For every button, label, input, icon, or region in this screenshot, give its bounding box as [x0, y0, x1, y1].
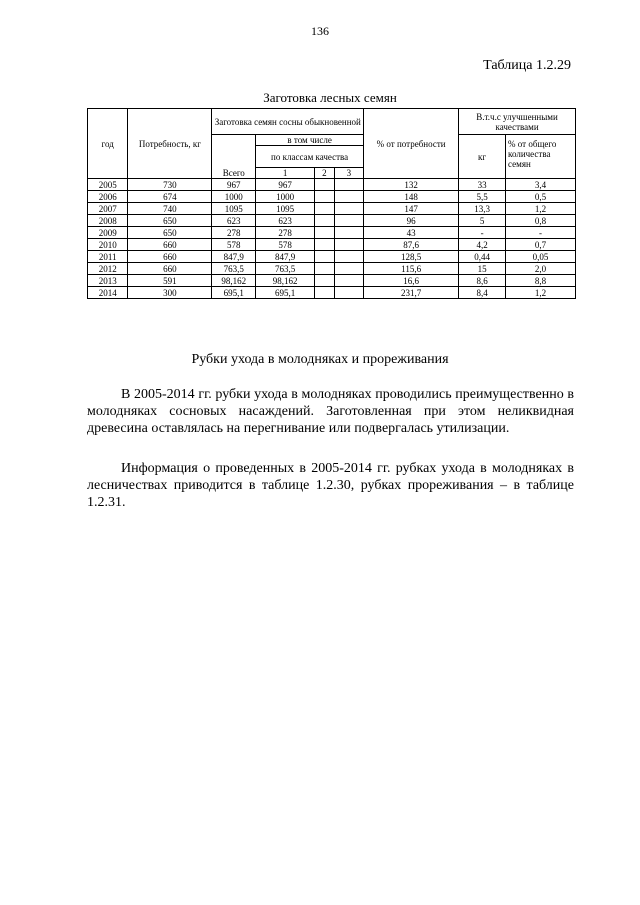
- header-kg: кг: [459, 135, 506, 179]
- cell-year: 2014: [88, 287, 128, 299]
- cell-year: 2010: [88, 239, 128, 251]
- cell-total: 1095: [212, 203, 256, 215]
- cell-class-3: [334, 263, 363, 275]
- cell-pct-need: 96: [364, 215, 459, 227]
- cell-kg: 8,4: [459, 287, 506, 299]
- table-title: Заготовка лесных семян: [263, 90, 397, 105]
- table-label: Таблица 1.2.29: [483, 58, 571, 73]
- header-improved: В.т.ч.с улучшенными качествами: [459, 109, 576, 135]
- cell-class-2: [315, 287, 335, 299]
- cell-class-1: 98,162: [256, 275, 315, 287]
- cell-pct-total: 1,2: [506, 287, 576, 299]
- cell-class-2: [315, 263, 335, 275]
- cell-class-2: [315, 275, 335, 287]
- cell-pct-need: 87,6: [364, 239, 459, 251]
- cell-kg: -: [459, 227, 506, 239]
- table-row: [88, 287, 576, 299]
- cell-total: 578: [212, 239, 256, 251]
- cell-total: 1000: [212, 191, 256, 203]
- cell-total: 967: [212, 179, 256, 191]
- cell-class-1: 967: [256, 179, 315, 191]
- cell-total: 695,1: [212, 287, 256, 299]
- cell-pct-total: 3,4: [506, 179, 576, 191]
- cell-total: 763,5: [212, 263, 256, 275]
- cell-pct-total: -: [506, 227, 576, 239]
- cell-need: 591: [128, 275, 212, 287]
- cell-class-2: [315, 191, 335, 203]
- cell-need: 660: [128, 263, 212, 275]
- header-total: Всего: [212, 135, 256, 179]
- cell-need: 300: [128, 287, 212, 299]
- header-need: Потребность, кг: [128, 109, 212, 179]
- cell-class-2: [315, 203, 335, 215]
- cell-pct-need: 115,6: [364, 263, 459, 275]
- cell-class-3: [334, 251, 363, 263]
- cell-pct-need: 43: [364, 227, 459, 239]
- cell-class-3: [334, 227, 363, 239]
- cell-kg: 4,2: [459, 239, 506, 251]
- cell-kg: 33: [459, 179, 506, 191]
- table-row: [88, 203, 576, 215]
- cell-year: 2011: [88, 251, 128, 263]
- paragraph: В 2005-2014 гг. рубки ухода в молодняках проводились преимущественно в молодняках сосновых насаждений. Заготовленная при этом неликвидная древесина оставлялась на перегнивание или подвергалась утилизации.: [87, 387, 574, 436]
- cell-class-3: [334, 203, 363, 215]
- header-year: год: [88, 109, 128, 179]
- cell-class-2: [315, 179, 335, 191]
- cell-class-3: [334, 179, 363, 191]
- cell-pct-need: 231,7: [364, 287, 459, 299]
- cell-kg: 0,44: [459, 251, 506, 263]
- cell-class-2: [315, 227, 335, 239]
- cell-class-2: [315, 251, 335, 263]
- header-pine-harvest: Заготовка семян сосны обыкновенной: [212, 109, 364, 135]
- cell-pct-need: 16,6: [364, 275, 459, 287]
- cell-class-1: 847,9: [256, 251, 315, 263]
- table-row: [88, 215, 576, 227]
- table-row: [88, 227, 576, 239]
- cell-year: 2008: [88, 215, 128, 227]
- cell-class-1: 278: [256, 227, 315, 239]
- cell-need: 660: [128, 239, 212, 251]
- cell-kg: 13,3: [459, 203, 506, 215]
- header-including: в том числе: [256, 135, 364, 146]
- cell-class-1: 763,5: [256, 263, 315, 275]
- cell-total: 623: [212, 215, 256, 227]
- header-class-1: 1: [256, 168, 315, 179]
- table-row: [88, 179, 576, 191]
- cell-pct-total: 0,7: [506, 239, 576, 251]
- cell-total: 278: [212, 227, 256, 239]
- cell-pct-total: 0,8: [506, 215, 576, 227]
- cell-pct-total: 8,8: [506, 275, 576, 287]
- header-class-2: 2: [315, 168, 335, 179]
- cell-need: 650: [128, 215, 212, 227]
- cell-total: 98,162: [212, 275, 256, 287]
- cell-pct-need: 128,5: [364, 251, 459, 263]
- cell-class-3: [334, 275, 363, 287]
- table-row: [88, 251, 576, 263]
- cell-year: 2009: [88, 227, 128, 239]
- cell-need: 674: [128, 191, 212, 203]
- cell-class-3: [334, 239, 363, 251]
- cell-kg: 15: [459, 263, 506, 275]
- cell-class-2: [315, 239, 335, 251]
- cell-year: 2005: [88, 179, 128, 191]
- cell-class-3: [334, 191, 363, 203]
- cell-pct-need: 148: [364, 191, 459, 203]
- cell-class-2: [315, 215, 335, 227]
- cell-class-3: [334, 287, 363, 299]
- header-pct-need: % от потребности: [364, 109, 459, 179]
- cell-year: 2007: [88, 203, 128, 215]
- section-heading: Рубки ухода в молодняках и прореживания: [191, 352, 449, 367]
- header-by-class: по классам качества: [256, 146, 364, 168]
- cell-kg: 8,6: [459, 275, 506, 287]
- seeds-table: [87, 108, 576, 299]
- cell-class-1: 695,1: [256, 287, 315, 299]
- cell-pct-total: 2,0: [506, 263, 576, 275]
- cell-class-1: 1095: [256, 203, 315, 215]
- cell-class-3: [334, 215, 363, 227]
- cell-need: 730: [128, 179, 212, 191]
- cell-pct-need: 147: [364, 203, 459, 215]
- page-number: 136: [311, 24, 329, 38]
- header-class-3: 3: [334, 168, 363, 179]
- cell-pct-total: 1,2: [506, 203, 576, 215]
- table-row: [88, 191, 576, 203]
- table-row: [88, 263, 576, 275]
- cell-need: 650: [128, 227, 212, 239]
- cell-kg: 5: [459, 215, 506, 227]
- cell-year: 2012: [88, 263, 128, 275]
- cell-pct-need: 132: [364, 179, 459, 191]
- cell-class-1: 623: [256, 215, 315, 227]
- header-pct-total: % от общего количества семян: [506, 135, 576, 179]
- cell-kg: 5,5: [459, 191, 506, 203]
- paragraph: Информация о проведенных в 2005-2014 гг. рубках ухода в молодняках в лесничествах приводится в таблице 1.2.30, рубках прореживания – в таблице 1.2.31.: [87, 461, 574, 510]
- cell-pct-total: 0,05: [506, 251, 576, 263]
- cell-year: 2013: [88, 275, 128, 287]
- cell-class-1: 1000: [256, 191, 315, 203]
- cell-class-1: 578: [256, 239, 315, 251]
- cell-year: 2006: [88, 191, 128, 203]
- cell-need: 740: [128, 203, 212, 215]
- table-row: [88, 275, 576, 287]
- cell-pct-total: 0,5: [506, 191, 576, 203]
- cell-need: 660: [128, 251, 212, 263]
- cell-total: 847,9: [212, 251, 256, 263]
- table-row: [88, 239, 576, 251]
